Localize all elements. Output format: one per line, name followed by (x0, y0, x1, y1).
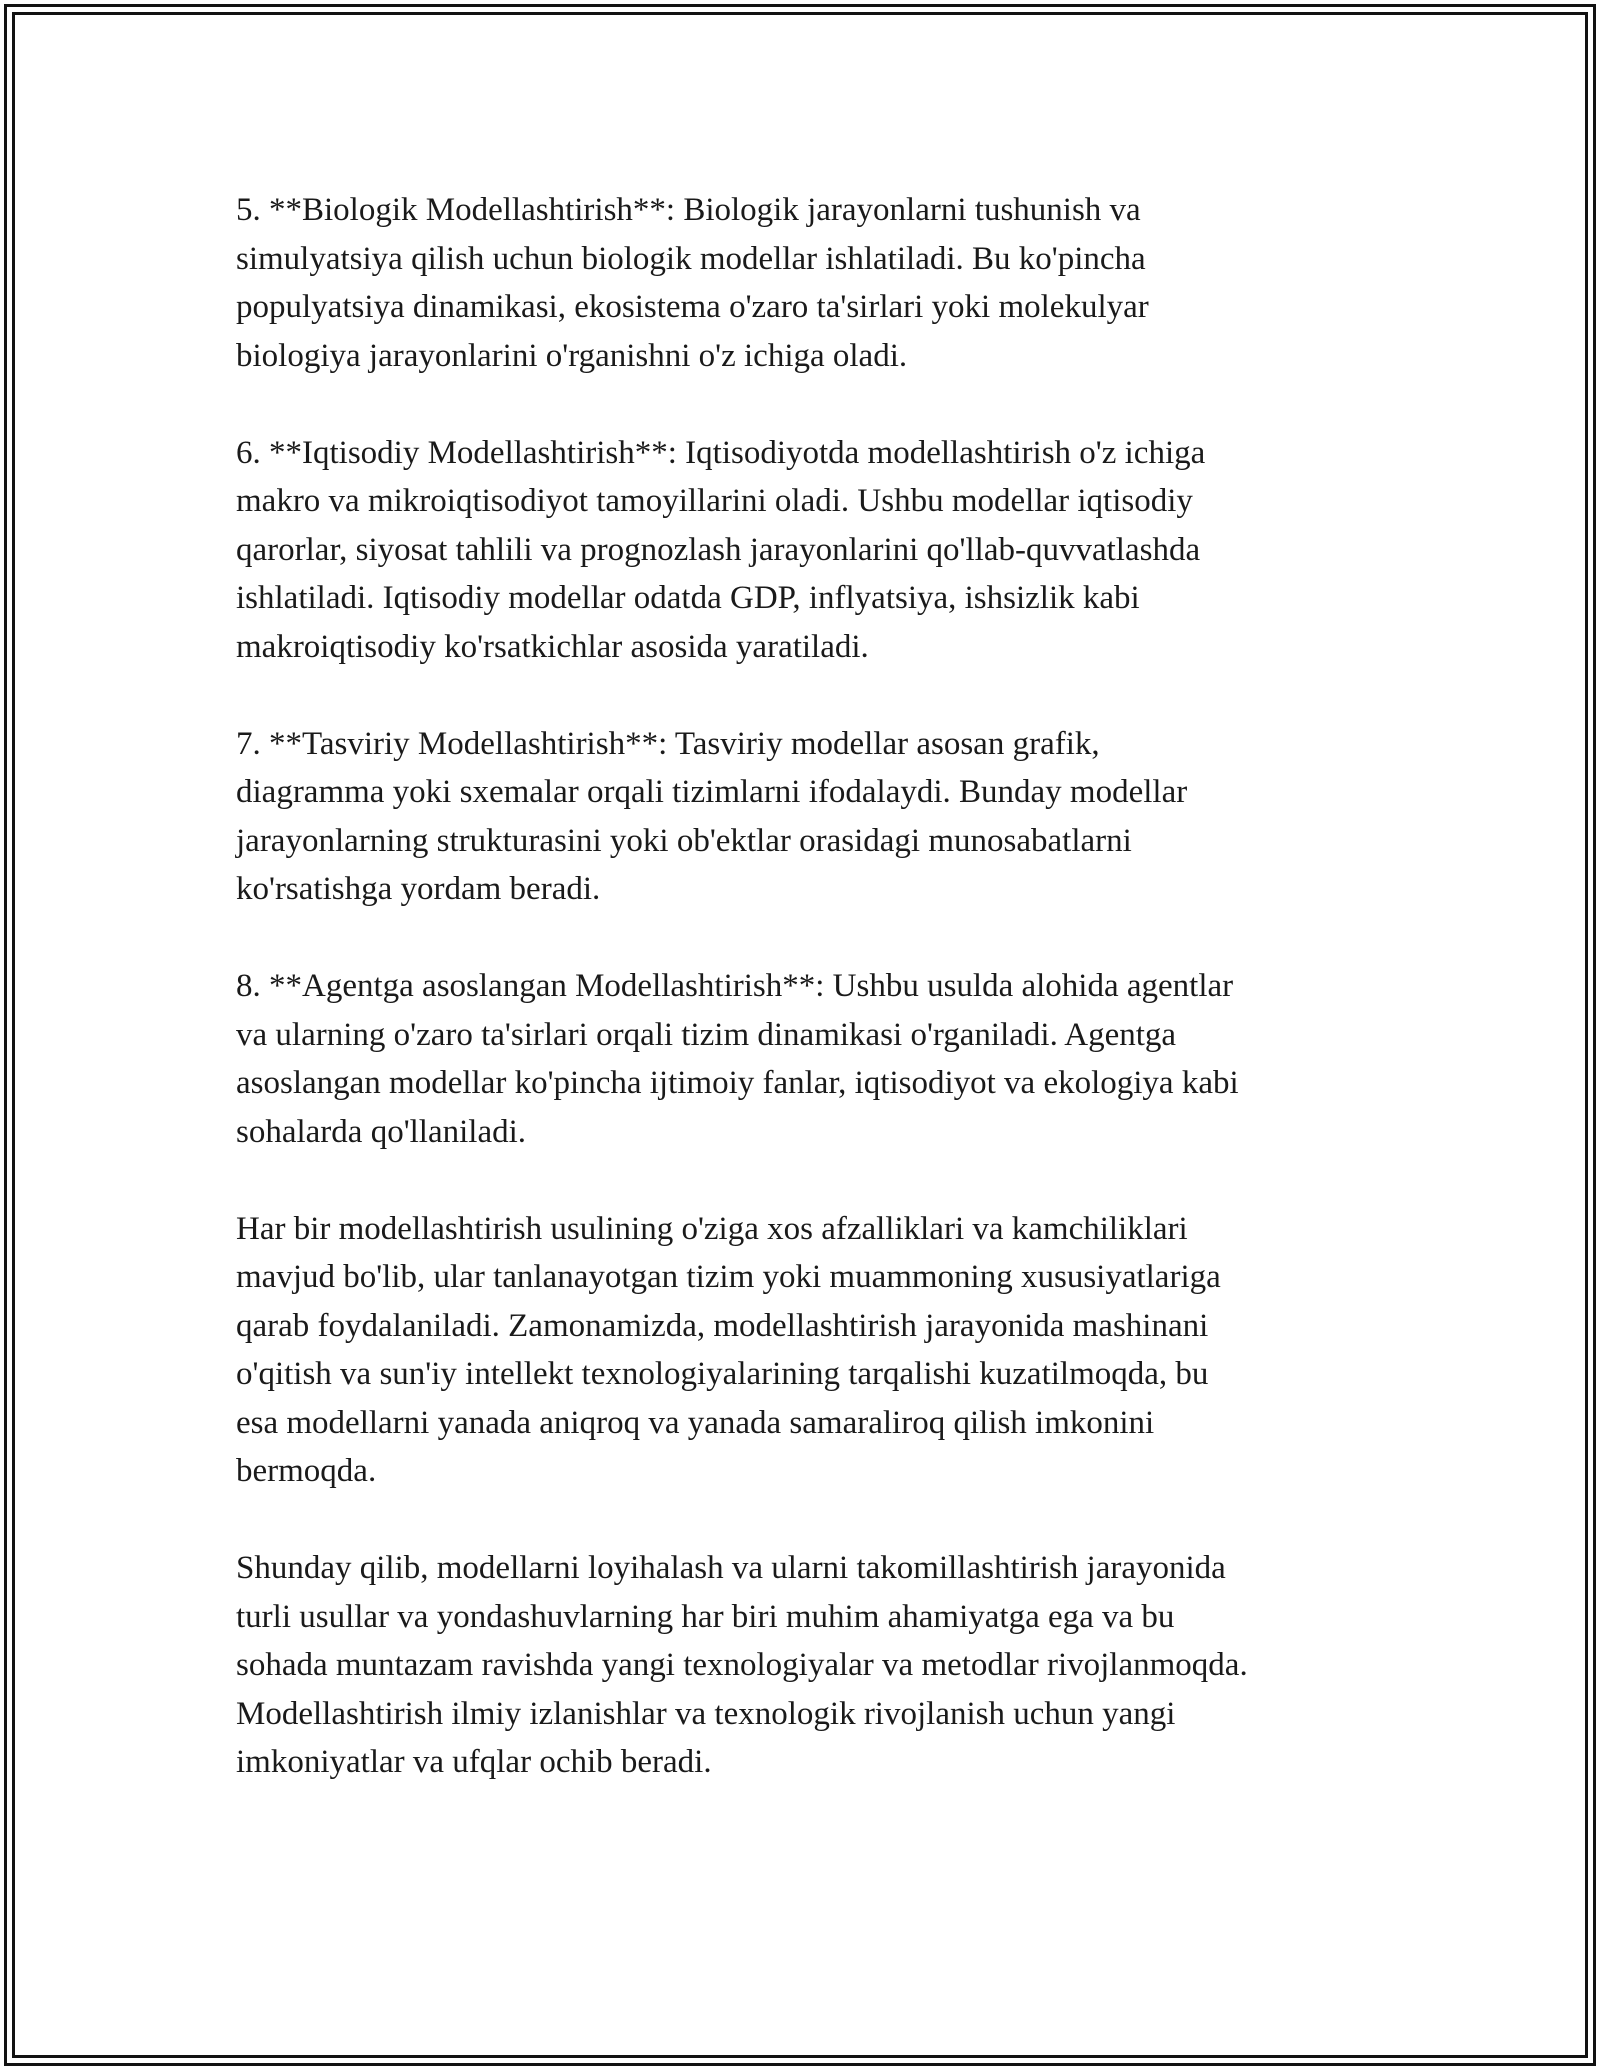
text-line: Har bir modellashtirish usulining o'ziga xos afzalliklari va kamchiliklari (236, 1210, 1188, 1247)
paragraph-afzalliklar-kamchiliklar (236, 1205, 1376, 1496)
text-line: biologiya jarayonlarini o'rganishni o'z ichiga oladi. (236, 337, 908, 374)
text-line: 6. **Iqtisodiy Modellashtirish**: Iqtisodiyotda modellashtirish o'z ichiga (236, 434, 1206, 471)
text-line: turli usullar va yondashuvlarning har biri muhim ahamiyatga ega va bu (236, 1598, 1175, 1635)
text-line: jarayonlarning strukturasini yoki ob'ektlar orasidagi munosabatlarni (236, 822, 1132, 859)
paragraph-agentga-asoslangan-modellashtirish (236, 962, 1376, 1156)
text-line: diagramma yoki sxemalar orqali tizimlarni ifodalaydi. Bunday modellar (236, 774, 1188, 810)
text-line: mavjud bo'lib, ular tanlanayotgan tizim yoki muammoning xususiyatlariga (236, 1259, 1221, 1295)
text-line: ko'rsatishga yordam beradi. (236, 871, 601, 907)
paragraph-biologik-modellashtirish (236, 186, 1376, 380)
text-line: makroiqtisodiy ko'rsatkichlar asosida yaratiladi. (236, 628, 869, 665)
text-line: imkoniyatlar va ufqlar ochib beradi. (236, 1744, 712, 1780)
text-line: sohalarda qo'llaniladi. (236, 1113, 527, 1150)
paragraph-tasviriy-modellashtirish (236, 720, 1376, 914)
text-line: 8. **Agentga asoslangan Modellashtirish**: Ushbu usulda alohida agentlar (236, 968, 1234, 1004)
document-body (236, 186, 1376, 1835)
text-line: makro va mikroiqtisodiyot tamoyillarini oladi. Ushbu modellar iqtisodiy (236, 483, 1193, 519)
text-line: Shunday qilib, modellarni loyihalash va ularni takomillashtirish jarayonida (236, 1550, 1226, 1586)
text-line: simulyatsiya qilish uchun biologik modellar ishlatiladi. Bu ko'pincha (236, 240, 1146, 277)
text-line: qarab foydalaniladi. Zamonamizda, modellashtirish jarayonida mashinani (236, 1307, 1209, 1344)
text-line: o'qitish va sun'iy intellekt texnologiyalarining tarqalishi kuzatilmoqda, bu (236, 1356, 1209, 1392)
text-line: ishlatiladi. Iqtisodiy modellar odatda GDP, inflyatsiya, ishsizlik kabi (236, 580, 1140, 616)
text-line: Modellashtirish ilmiy izlanishlar va texnologik rivojlanish uchun yangi (236, 1695, 1176, 1732)
text-line: bermoqda. (236, 1453, 377, 1489)
text-line: sohada muntazam ravishda yangi texnologiyalar va metodlar rivojlanmoqda. (236, 1647, 1248, 1683)
text-line: populyatsiya dinamikasi, ekosistema o'zaro ta'sirlari yoki molekulyar (236, 289, 1149, 325)
text-line: 5. **Biologik Modellashtirish**: Biologik jarayonlarni tushunish va (236, 192, 1141, 228)
text-line: qarorlar, siyosat tahlili va prognozlash jarayonlarini qo'llab-quvvatlashda (236, 531, 1201, 568)
text-line: esa modellarni yanada aniqroq va yanada samaraliroq qilish imkonini (236, 1404, 1155, 1441)
paragraph-iqtisodiy-modellashtirish (236, 429, 1376, 672)
text-line: 7. **Tasviriy Modellashtirish**: Tasviriy modellar asosan grafik, (236, 725, 1100, 762)
text-line: va ularning o'zaro ta'sirlari orqali tizim dinamikasi o'rganiladi. Agentga (236, 1016, 1177, 1053)
paragraph-xulosa (236, 1544, 1376, 1787)
text-line: asoslangan modellar ko'pincha ijtimoiy fanlar, iqtisodiyot va ekologiya kabi (236, 1065, 1239, 1101)
